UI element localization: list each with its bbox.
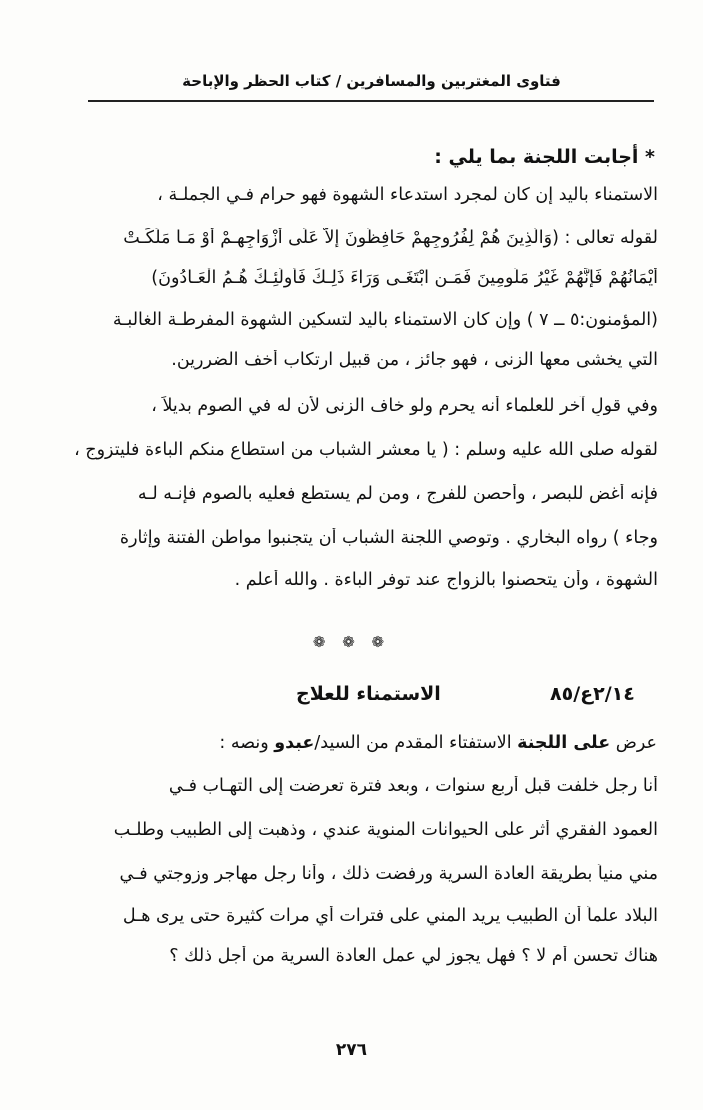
- intro-post: ونصه :: [219, 733, 269, 753]
- question-line-4: البلاد علماً أن الطبيب يريد المني على فترات أي مرات كثيرة حتى يرى هـل: [122, 906, 658, 926]
- fatwa-intro: [219, 733, 657, 753]
- answer-line-1: الاستمناء باليد إن كان لمجرد استدعاء الشهوة فهو حرام فـي الجملـة ،: [157, 185, 658, 205]
- answer-line-4: (المؤمنون:٥ ــ ٧ ) وإن كان الاستمناء باليد لتسكين الشهوة المفرطـة الغالبـة: [112, 310, 658, 330]
- answer-line-9: وجاء ) رواه البخاري . وتوصي اللجنة الشباب أن يتجنبوا مواطن الفتنة وإثارة: [119, 528, 658, 548]
- intro-mid: الاستفتاء المقدم من السيد/: [314, 733, 512, 753]
- answer-line-3: أَيْمَانُهُمْ فَإِنَّهُمْ غَيْرُ مَلُومِينَ فَمَـنِ ابْتَغَـى وَرَاءَ ذَلِـكَ فَأُولَئِـكَ هُـمُ الْعَـادُونَ): [151, 268, 658, 288]
- answer-line-5: التي يخشى معها الزنى ، فهو جائز ، من قبيل ارتكاب أخف الضررين.: [171, 350, 658, 370]
- fatwa-title: الاستمناء للعلاج: [296, 683, 441, 705]
- running-header: فتاوى المغتربين والمسافرين / كتاب الحظر والإباحة: [182, 72, 561, 90]
- answer-line-8: فإنه أغض للبصر ، وأحصن للفرج ، ومن لم يستطع فعليه بالصوم فإنـه لـه: [137, 484, 658, 504]
- question-line-3: مني منياً بطريقة العادة السرية ورفضت ذلك ، وأنا رجل مهاجر وزوجتي فـي: [119, 864, 658, 884]
- separator-ornaments: ❁ ❁ ❁: [312, 633, 391, 651]
- question-line-5: هناك تحسن أم لا ؟ فهل يجوز لي عمل العادة السرية من أجل ذلك ؟: [169, 946, 658, 966]
- answer-line-2: لقوله تعالى : (وَالَّذِينَ هُمْ لِفُرُوجِهِمْ حَافِظُونَ إِلاَّ عَلَى أَزْوَاجِهِـمْ أَوْ مَـا مَلَكَـتْ: [123, 228, 658, 248]
- intro-name: عبدو: [274, 733, 315, 753]
- answer-heading: * أجابت اللجنة بما يلي :: [434, 146, 655, 168]
- answer-line-6: وفي قولٍ آخر للعلماء أنه يحرم ولو خاف الزنى لأن له في الصوم بديلاً ،: [151, 396, 658, 416]
- question-line-2: العمود الفقري أثر على الحيوانات المنوية عندي ، وذهبت إلى الطبيب وطلـب: [113, 820, 658, 840]
- answer-line-7: لقوله صلى الله عليه وسلم : ( يا معشر الشباب من استطاع منكم الباءة فليتزوج ،: [74, 440, 658, 460]
- intro-committee: على اللجنة: [517, 733, 611, 753]
- answer-line-10: الشهوة ، وأن يتحصنوا بالزواج عند توفر الباءة . والله أعلم .: [234, 570, 658, 590]
- page-number: ٢٧٦: [335, 1040, 368, 1060]
- header-rule: [88, 100, 654, 102]
- question-line-1: أنا رجل خلفت قبل أربع سنوات ، وبعد فترة تعرضت إلى التهـاب فـي: [168, 776, 658, 796]
- intro-pre: عرض: [615, 733, 657, 753]
- fatwa-code: ٢/١٤ع/٨٥: [550, 683, 635, 705]
